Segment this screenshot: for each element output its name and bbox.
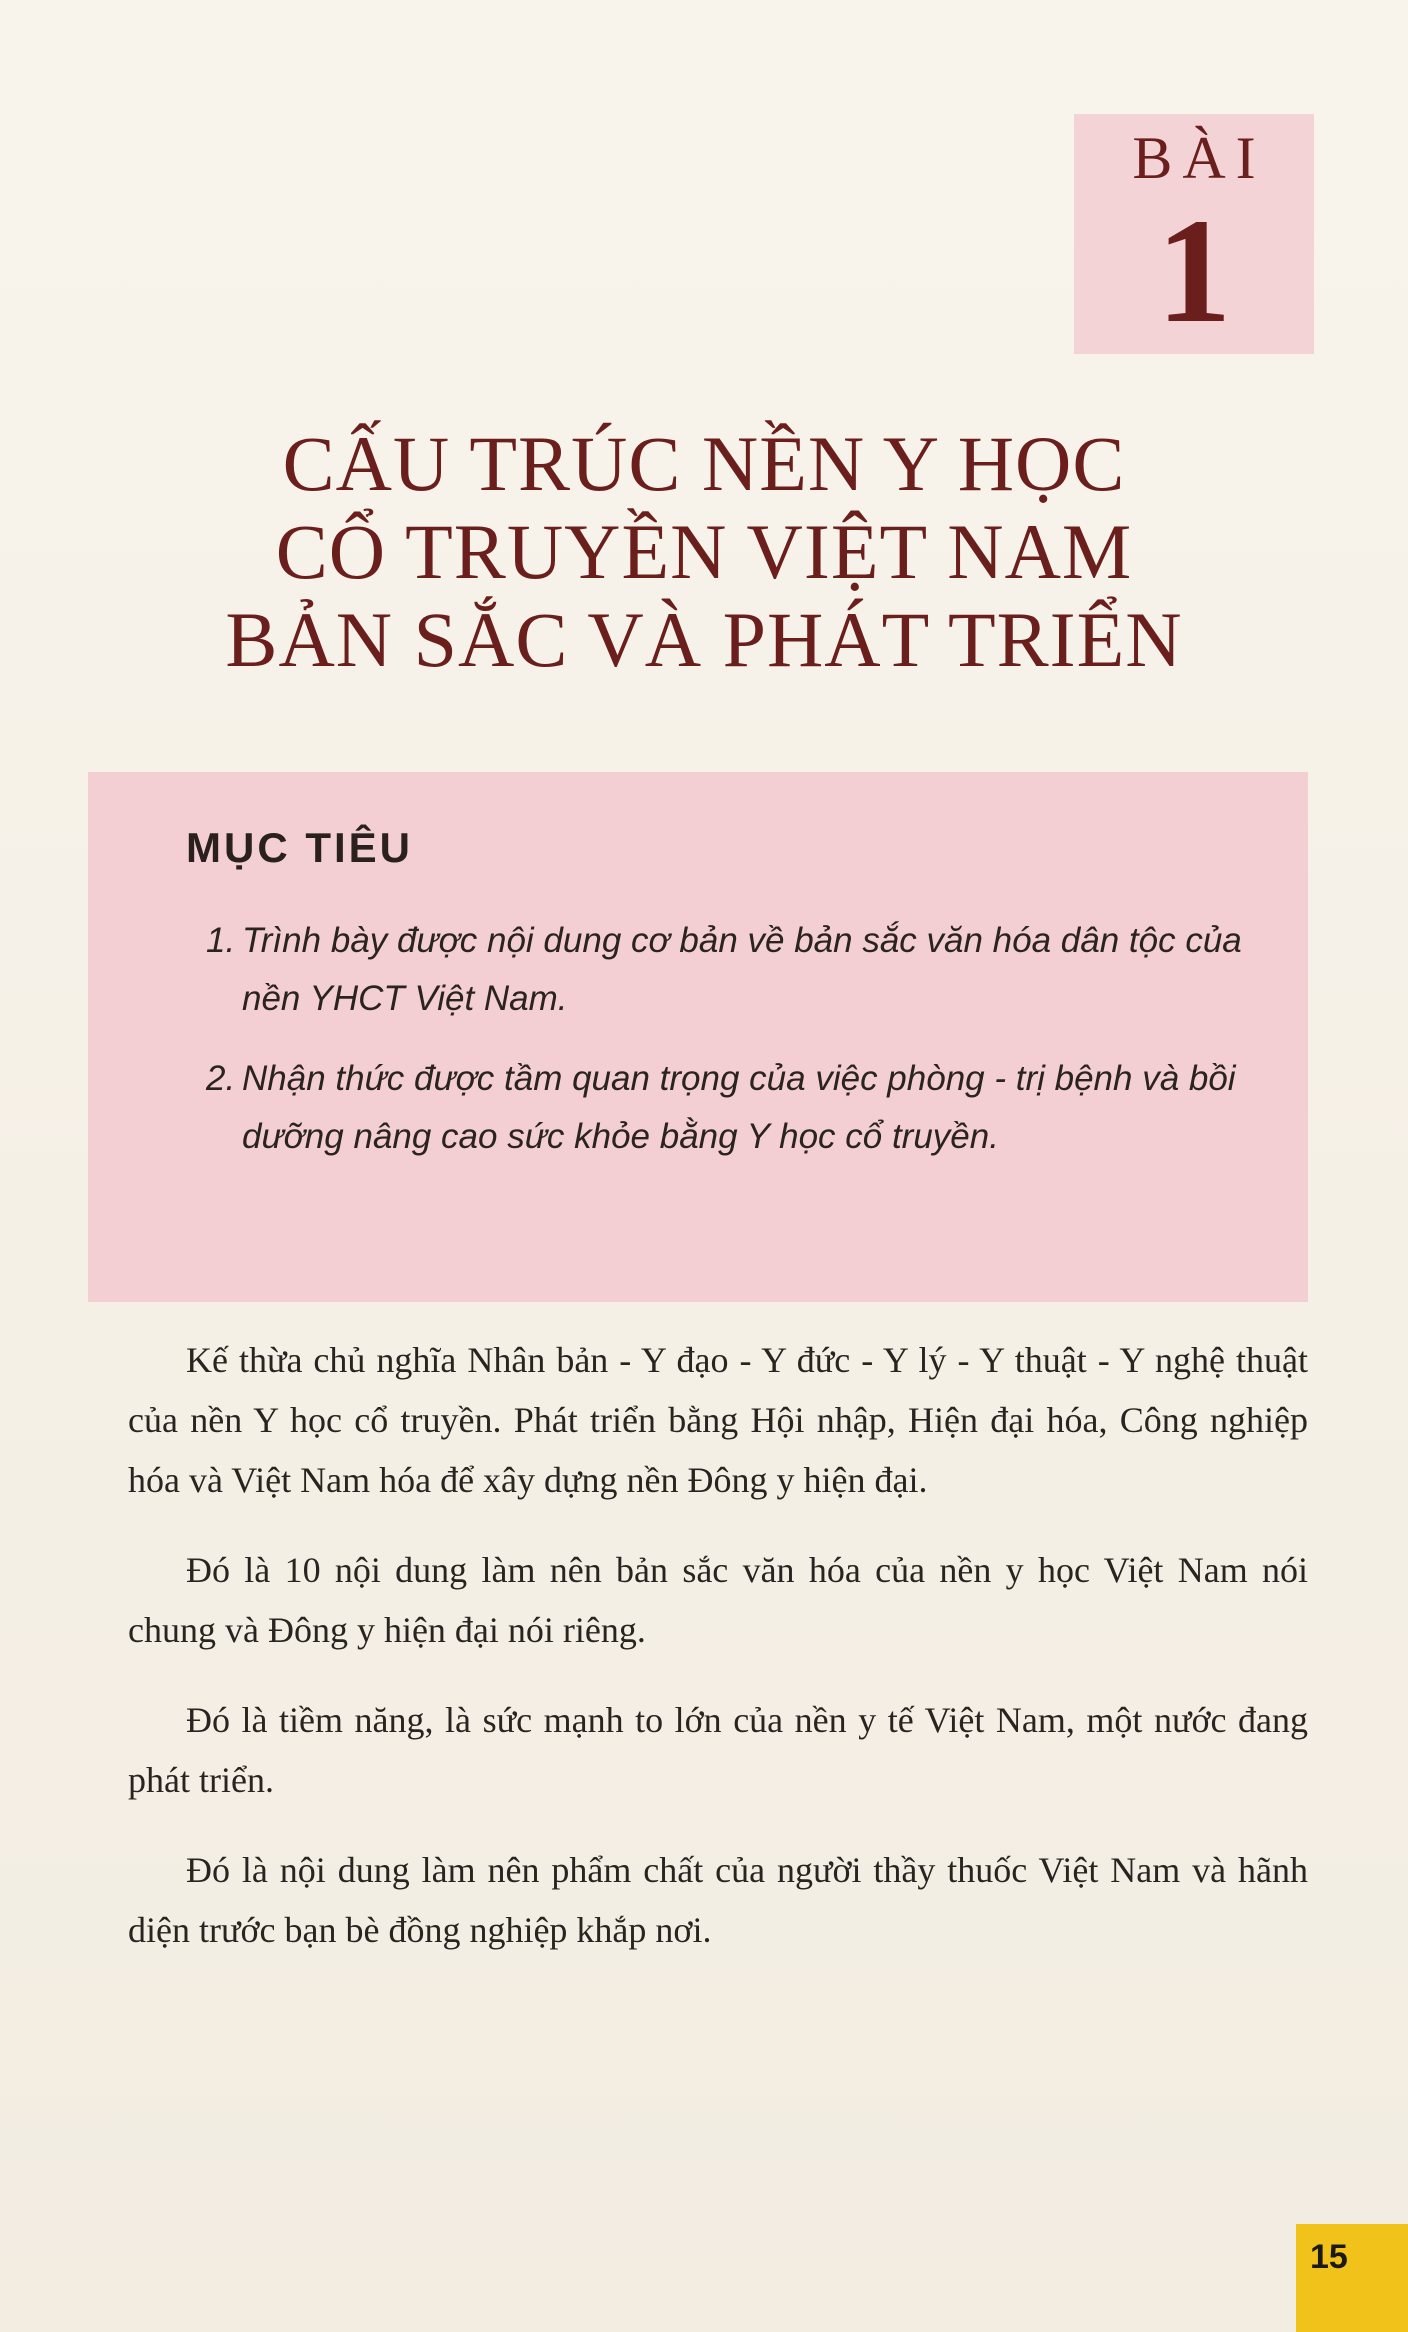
objective-text: Nhận thức được tầm quan trọng của việc phòng - trị bệnh và bồi dưỡng nâng cao sức khỏe bằng Y học cổ truyền. xyxy=(242,1059,1236,1156)
objective-item xyxy=(206,1050,1286,1166)
body-paragraph: Đó là tiềm năng, là sức mạnh to lớn của nền y tế Việt Nam, một nước đang phát triển. xyxy=(128,1700,1308,1800)
objective-text: Trình bày được nội dung cơ bản về bản sắc văn hóa dân tộc của nền YHCT Việt Nam. xyxy=(242,921,1242,1018)
page-number-tab xyxy=(1296,2224,1408,2332)
title-line-1: CẤU TRÚC NỀN Y HỌC xyxy=(282,420,1126,507)
objectives-list xyxy=(206,912,1286,1188)
body-paragraph: Đó là 10 nội dung làm nên bản sắc văn hóa của nền y học Việt Nam nói chung và Đông y hiện đại nói riêng. xyxy=(128,1550,1308,1650)
title-line-2: CỔ TRUYỀN VIỆT NAM xyxy=(275,508,1133,595)
page-number: 15 xyxy=(1310,2238,1348,2276)
objective-number: 2. xyxy=(206,1059,236,1098)
chapter-number: 1 xyxy=(1156,188,1232,354)
objectives-heading: MỤC TIÊU xyxy=(186,824,413,871)
body-paragraph: Kế thừa chủ nghĩa Nhân bản - Y đạo - Y đức - Y lý - Y thuật - Y nghệ thuật của nền Y học cổ truyền. Phát triển bằng Hội nhập, Hiện đại hóa, Công nghiệp hóa và Việt Nam hóa để xây dựng nền Đông y hiện đại. xyxy=(128,1340,1308,1500)
chapter-label: BÀI xyxy=(1132,125,1266,191)
body-text xyxy=(128,1330,1308,1990)
objective-number: 1. xyxy=(206,921,236,960)
objective-item xyxy=(206,912,1286,1028)
body-paragraph: Đó là nội dung làm nên phẩm chất của người thầy thuốc Việt Nam và hãnh diện trước bạn bè đồng nghiệp khắp nơi. xyxy=(128,1850,1308,1950)
chapter-title xyxy=(0,420,1408,684)
chapter-badge xyxy=(1074,114,1314,354)
objectives-box xyxy=(88,772,1308,1302)
title-line-3: BẢN SẮC VÀ PHÁT TRIỂN xyxy=(225,596,1183,683)
